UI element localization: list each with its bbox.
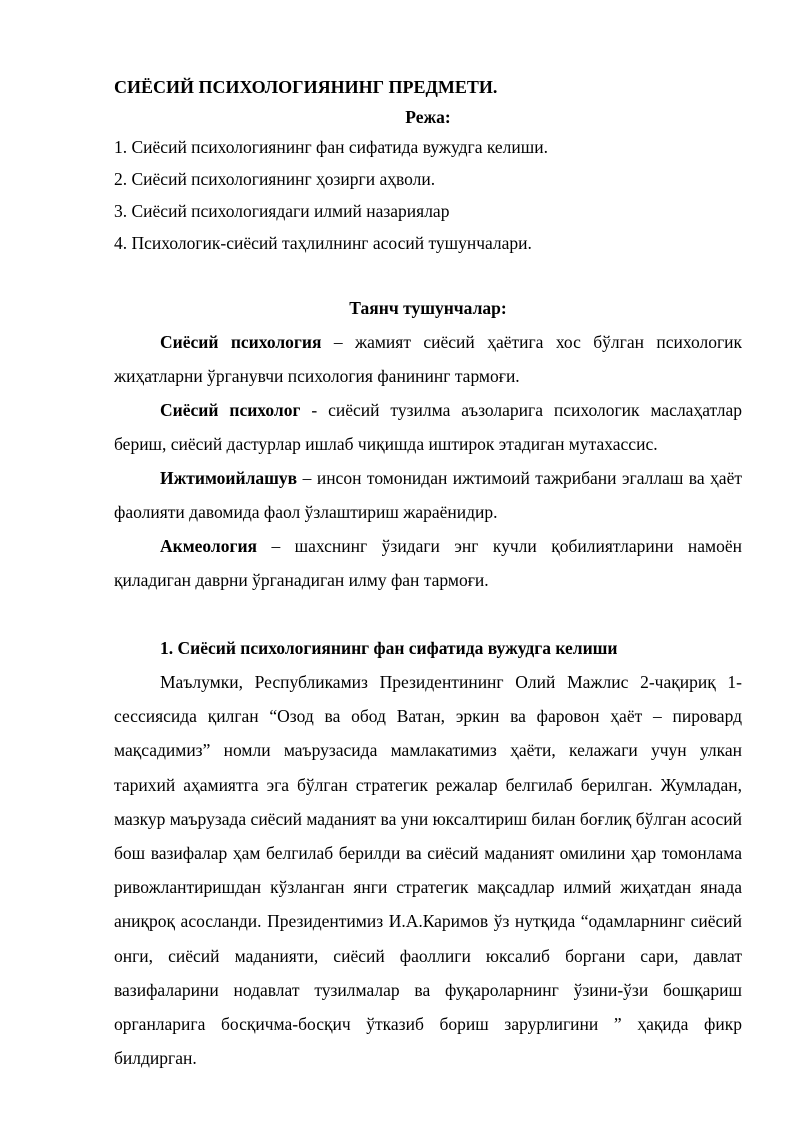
plan-heading: Режа: xyxy=(405,107,451,127)
key-concepts-heading: Таянч тушунчалар: xyxy=(349,298,507,318)
definitions-list xyxy=(114,325,742,597)
definition-term: Сиёсий психология xyxy=(160,332,322,352)
spacer xyxy=(114,259,742,291)
plan-list xyxy=(114,131,742,259)
document-content xyxy=(114,75,742,1075)
definition xyxy=(114,325,742,393)
definition xyxy=(114,461,742,529)
plan-item: 4. Психологик-сиёсий таҳлилнинг асосий тушунчалари. xyxy=(114,233,532,253)
plan-item: 2. Сиёсий психологиянинг ҳозирги аҳволи. xyxy=(114,169,436,189)
definition-term: Ижтимоийлашув xyxy=(160,468,298,488)
definition-term: Акмеология xyxy=(160,536,257,556)
definition-term: Сиёсий психолог xyxy=(160,400,301,420)
plan-item: 3. Сиёсий психологиядаги илмий назариялар xyxy=(114,201,450,221)
definition-text: - сиёсий тузилма аъзоларига психологик маслаҳатлар бериш, сиёсий дастурлар ишлаб чиқишда иштирок этадиган мутахассис. xyxy=(114,400,742,454)
spacer xyxy=(114,597,742,631)
section-paragraph: Маълумки, Республикамиз Президентининг Олий Мажлис 2-чақириқ 1-сессиясида қилган “Озод ва обод Ватан, эркин ва фаровон ҳаёт – пировард мақсадимиз” номли маърузасида мамлакатимиз ҳаёти, келажаги учун улкан тарихий аҳамиятга эга бўлган стратегик режалар белгилаб берилган. Жумладан, мазкур маърузада сиёсий маданият ва уни юксалтириш билан боғлиқ бўлган асосий бош вазифалар ҳам белгилаб берилди ва сиёсий маданият омилини ҳар томонлама ривожлантиришдан кўзланган янги стратегик мақсадлар илмий жиҳатдан янада аниқроқ асосланди. Президентимиз И.А.Каримов ўз нутқида “одамларнинг сиёсий онги, сиёсий маданияти, сиёсий фаоллиги юксалиб боргани сари, давлат вазифаларини нодавлат тузилмалар ва фуқароларнинг ўзини-ўзи бошқариш органларига босқичма-босқич ўтказиб бориш зарурлигини ” ҳақида фикр билдирган. xyxy=(114,672,742,1069)
section-heading: 1. Сиёсий психологиянинг фан сифатида вужудга келиши xyxy=(160,638,618,658)
definition-text: – жамият сиёсий ҳаётига хос бўлган психологик жиҳатларни ўрганувчи психология фанининг тармоғи. xyxy=(114,332,743,386)
document-title: СИЁСИЙ ПСИХОЛОГИЯНИНГ ПРЕДМЕТИ. xyxy=(114,77,498,97)
definition-text: – шахснинг ўзидаги энг кучли қобилиятларини намоён қиладиган даврни ўрганадиган илму фан тармоғи. xyxy=(114,536,742,590)
definition-text: – инсон томонидан ижтимоий тажрибани эгаллаш ва ҳаёт фаолияти давомида фаол ўзлаштириш жараёнидир. xyxy=(114,468,742,522)
definition xyxy=(114,393,742,461)
definition xyxy=(114,529,742,597)
plan-item: 1. Сиёсий психологиянинг фан сифатида вужудга келиши. xyxy=(114,137,548,157)
